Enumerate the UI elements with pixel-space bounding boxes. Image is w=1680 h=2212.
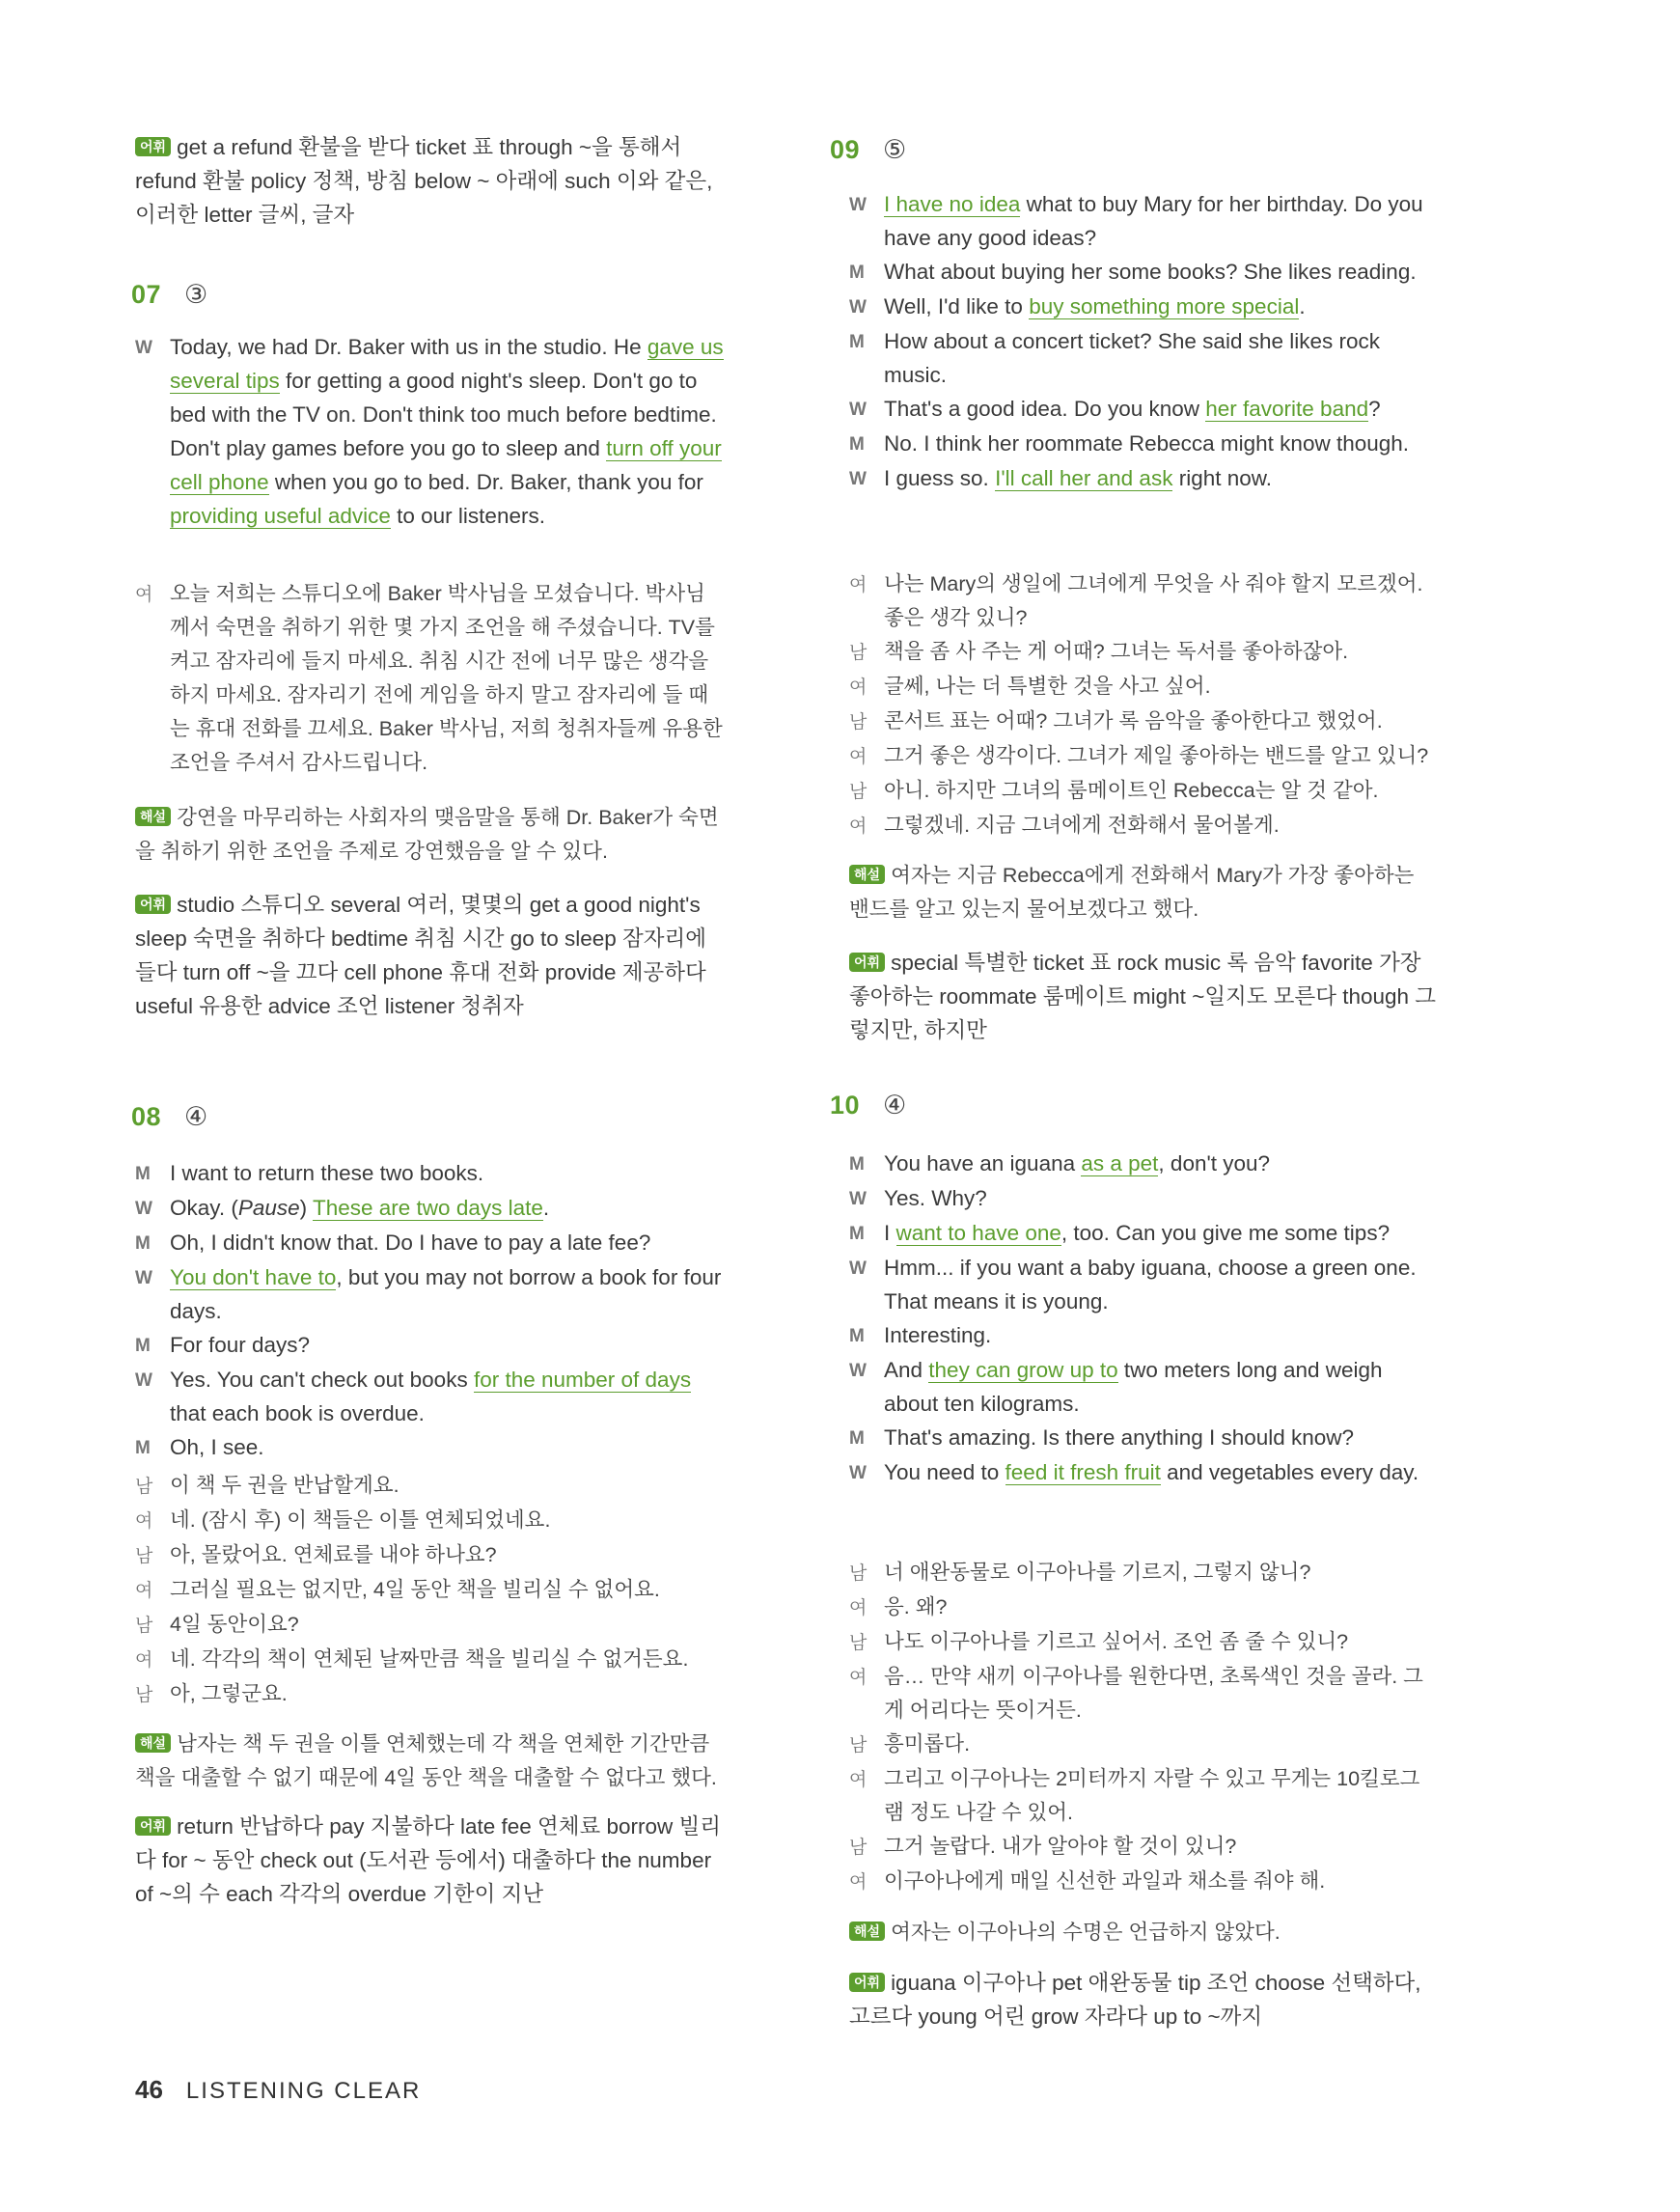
speaker-label: 남 [135,1477,153,1497]
question-07-vocab [135,888,724,1023]
speaker-label: 남 [135,1685,153,1705]
speaker-label: 여 [135,1650,153,1671]
dialogue-line [849,255,1438,290]
question-08-script [135,1156,724,1465]
speaker-label: 남 [849,1633,868,1653]
dialogue-line [135,1328,724,1363]
translation-line [135,1677,724,1712]
dialogue-line [849,1181,1438,1216]
script-text: , but you may not borrow a book for four days. [170,1265,722,1323]
speaker-label: 여 [135,1581,153,1601]
answer-choice: ⑤ [883,135,907,164]
script-text: Oh, I see. [170,1435,264,1459]
dialogue-line [135,1430,724,1465]
script-text: I want to return these two books. [170,1161,484,1185]
script-text: for getting a good night's sleep. Don't go to bed with the TV on. Don't think too much before bedtime. Don't play games before you go to sleep and [170,369,717,460]
vocab-tag: 어휘 [135,1816,171,1836]
dialogue-line [849,392,1438,427]
script-text: Interesting. [884,1323,992,1347]
translation-text: 흥미롭다. [884,1732,971,1756]
explain-tag: 해설 [135,1733,171,1753]
question-10-header [830,1091,906,1120]
question-09-header [830,135,906,165]
question-08-explanation [135,1728,724,1795]
blank-answer: as a pet [1081,1151,1159,1175]
speaker-label: 여 [849,1668,868,1688]
explain-text: 여자는 이구아나의 수명은 언급하지 않았다. [891,1921,1281,1944]
stage-direction: Pause [237,1196,300,1220]
speaker-label: W [849,469,867,489]
dialogue-line [849,1216,1438,1251]
dialogue-line [849,427,1438,461]
script-text: And [884,1358,929,1382]
script-text: Okay. ( [170,1196,238,1220]
script-text: Yes. You can't check out books [170,1368,474,1392]
script-text: . [1299,294,1306,318]
translation-line [135,1538,724,1573]
translation-line [849,635,1438,670]
question-07-translation [135,577,724,780]
question-10-explanation [849,1916,1438,1949]
script-text: Well, I'd like to [884,294,1030,318]
dialogue-line [849,187,1438,255]
speaker-label: M [135,1438,151,1458]
translation-line [135,1469,724,1504]
translation-text: 그거 놀랍다. 내가 알아야 할 것이 있니? [884,1835,1237,1858]
script-text: Hmm... if you want a baby iguana, choose a green one. That means it is young. [884,1256,1417,1313]
speaker-label: W [849,297,867,318]
translation-line [849,705,1438,739]
translation-text: 그렇겠네. 지금 그녀에게 전화해서 물어볼게. [884,814,1280,837]
speaker-label: W [849,1361,867,1381]
script-text: That's amazing. Is there anything I should know? [884,1425,1355,1450]
question-09-translation [849,567,1438,843]
speaker-label: M [849,1224,865,1244]
speaker-label: 남 [849,712,868,733]
explain-text: 남자는 책 두 권을 이틀 연체했는데 각 책을 연체한 기간만큼 책을 대출할 수 없기 때문에 4일 동안 책을 대출할 수 없다고 했다. [135,1732,717,1789]
translation-line [849,1556,1438,1590]
blank-answer: her favorite band [1205,397,1369,421]
speaker-label: 여 [849,1770,868,1790]
speaker-label: W [849,1189,867,1209]
script-text: two meters long and weigh about ten kilograms. [884,1358,1383,1416]
script-text: Oh, I didn't know that. Do I have to pay a late fee? [170,1230,651,1255]
page-footer [135,2075,421,2105]
dialogue-line [849,1353,1438,1421]
translation-text: 네. 각각의 책이 연체된 날짜만큼 책을 빌리실 수 없거든요. [170,1647,689,1671]
script-text: when you go to bed. Dr. Baker, thank you for [268,470,703,494]
blank-answer: I have no idea [884,192,1021,216]
question-09-script [849,187,1438,496]
dialogue-line [135,330,724,533]
dialogue-line [135,1226,724,1260]
translation-line [849,809,1438,843]
question-07-header [131,280,207,310]
translation-text: 아, 그렇군요. [170,1682,288,1705]
blank-answer: These are two days late [313,1196,543,1220]
speaker-label: W [849,1463,867,1483]
speaker-label: W [135,1199,152,1219]
speaker-label: M [849,1326,865,1346]
speaker-label: M [849,434,865,455]
speaker-label: W [135,1370,152,1391]
dialogue-line [849,461,1438,496]
blank-answer: want to have one [895,1221,1061,1245]
blank-answer: I'll call her and ask [995,466,1173,490]
speaker-label: W [135,338,152,358]
speaker-label: 남 [849,1563,868,1584]
question-07-explanation [135,801,724,869]
translation-line [849,1865,1438,1899]
translation-text: 아니. 하지만 그녀의 룸메이트인 Rebecca는 알 것 같아. [884,779,1379,802]
translation-line [849,1625,1438,1660]
speaker-label: 남 [849,782,868,802]
question-number: 09 [830,135,861,164]
script-text: Today, we had Dr. Baker with us in the studio. He [170,335,647,359]
speaker-label: M [849,332,865,352]
speaker-label: 여 [849,677,868,698]
translation-text: 이 책 두 권을 반납할게요. [170,1474,399,1497]
translation-text: 네. (잠시 후) 이 책들은 이틀 연체되었네요. [170,1508,551,1532]
speaker-label: 여 [135,1511,153,1532]
dialogue-line [135,1260,724,1328]
question-08-header [131,1102,207,1132]
speaker-label: M [849,1154,865,1175]
script-text: right now. [1172,466,1273,490]
explain-tag: 해설 [849,1922,885,1941]
translation-text: 나도 이구아나를 기르고 싶어서. 조언 좀 줄 수 있니? [884,1630,1349,1653]
blank-answer: You don't have to [170,1265,337,1289]
translation-line [849,1762,1438,1830]
book-title: LISTENING CLEAR [185,2078,422,2104]
answer-choice: ④ [883,1091,907,1120]
script-text: You have an iguana [884,1151,1082,1175]
translation-text: 오늘 저희는 스튜디오에 Baker 박사님을 모셨습니다. 박사님께서 숙면을 취하기 위한 몇 가지 조언을 해 주셨습니다. TV를 켜고 잠자리에 들지 마세요. 취침 시간 전에 너무 많은 생각을 하지 마세요. 잠자리기 전에 게임을 하지 말고 잠자리에 들 때는 휴대 전화를 끄세요. Baker 박사님, 저희 청취자들께 유용한 조언을 주셔서 감사드립니다. [170,582,723,774]
translation-line [135,1643,724,1677]
question-09-vocab [849,946,1438,1047]
script-text: . [542,1196,550,1220]
page-number: 46 [135,2075,163,2104]
question-number: 10 [830,1091,861,1120]
vocab-text: return 반납하다 pay 지불하다 late fee 연체료 borrow 빌리다 for ~ 동안 check out (도서관 등에서) 대출하다 the number of ~의 수 each 각각의 overdue 기한이 지난 [135,1814,722,1906]
blank-answer: feed it fresh fruit [1005,1460,1161,1484]
dialogue-line [849,290,1438,324]
vocab-06 [135,130,724,232]
translation-line [849,567,1438,635]
script-text: that each book is overdue. [170,1401,425,1425]
question-08-vocab [135,1810,724,1911]
vocab-text: iguana 이구아나 pet 애완동물 tip 조언 choose 선택하다, 고르다 young 어린 grow 자라다 up to ~까지 [849,1971,1421,2029]
dialogue-line [849,324,1438,392]
translation-line [849,670,1438,705]
speaker-label: 여 [135,585,153,605]
translation-text: 음… 만약 새끼 이구아나를 원한다면, 초록색인 것을 골라. 그게 어리다는 뜻이거든. [884,1665,1423,1722]
explain-tag: 해설 [849,865,885,884]
script-text: what to buy Mary for her birthday. Do you have any good ideas? [884,192,1423,250]
blank-answer: they can grow up to [928,1358,1118,1382]
translation-line [849,1590,1438,1625]
script-text: ? [1368,397,1381,421]
explain-text: 강연을 마무리하는 사회자의 맺음말을 통해 Dr. Baker가 숙면을 취하기 위한 조언을 주제로 강연했음을 알 수 있다. [135,806,719,863]
vocab-text: get a refund 환불을 받다 ticket 표 through ~을 통해서 refund 환불 policy 정책, 방침 below ~ 아래에 such 이와 같은, 이러한 letter 글씨, 글자 [135,135,713,227]
speaker-label: 여 [849,1872,868,1893]
blank-answer: turn off your cell phone [170,436,722,494]
script-text: For four days? [170,1333,311,1357]
script-text: What about buying her some books? She likes reading. [884,260,1417,284]
translation-line [849,1728,1438,1762]
speaker-label: M [849,263,865,283]
translation-text: 글쎄, 나는 더 특별한 것을 사고 싶어. [884,675,1211,698]
speaker-label: 남 [849,643,868,663]
translation-text: 아, 몰랐어요. 연체료를 내야 하나요? [170,1543,497,1566]
question-number: 08 [131,1102,162,1131]
script-text: Yes. Why? [884,1186,987,1210]
speaker-label: 남 [135,1616,153,1636]
translation-line [135,1504,724,1538]
translation-text: 그거 좋은 생각이다. 그녀가 제일 좋아하는 밴드를 알고 있니? [884,744,1429,767]
dialogue-line [135,1191,724,1226]
vocab-tag: 어휘 [849,953,885,972]
vocab-tag: 어휘 [135,895,171,914]
vocab-tag: 어휘 [849,1973,885,1992]
script-text: and vegetables every day. [1160,1460,1419,1484]
script-text: That's a good idea. Do you know [884,397,1206,421]
dialogue-line [849,1421,1438,1455]
answer-choice: ④ [184,1102,208,1131]
script-text: to our listeners. [390,504,545,528]
speaker-label: 여 [849,575,868,595]
speaker-label: 여 [849,1598,868,1618]
translation-line [849,739,1438,774]
translation-text: 응. 왜? [884,1595,948,1618]
script-text: I [884,1221,896,1245]
translation-line [849,1660,1438,1728]
question-10-vocab [849,1966,1438,2033]
answer-choice: ③ [184,280,208,309]
dialogue-line [849,1147,1438,1181]
translation-text: 책을 좀 사 주는 게 어때? 그녀는 독서를 좋아하잖아. [884,640,1349,663]
question-07-script [135,330,724,533]
script-text: How about a concert ticket? She said she likes rock music. [884,329,1381,387]
question-10-script [849,1147,1438,1490]
speaker-label: 남 [849,1838,868,1858]
script-text: , don't you? [1158,1151,1271,1175]
speaker-label: M [135,1336,151,1356]
dialogue-line [135,1363,724,1430]
translation-text: 너 애완동물로 이구아나를 기르지, 그렇지 않니? [884,1561,1311,1584]
speaker-label: W [135,1268,152,1288]
translation-line [849,774,1438,809]
script-text: No. I think her roommate Rebecca might know though. [884,431,1410,456]
dialogue-line [135,1156,724,1191]
speaker-label: M [849,1428,865,1449]
speaker-label: M [135,1164,151,1184]
translation-text: 이구아나에게 매일 신선한 과일과 채소를 줘야 해. [884,1869,1326,1893]
blank-answer: for the number of days [473,1368,692,1392]
speaker-label: W [849,1258,867,1279]
translation-line [135,1573,724,1608]
script-text: , too. Can you give me some tips? [1060,1221,1391,1245]
question-10-translation [849,1556,1438,1899]
translation-line [135,1608,724,1643]
speaker-label: W [849,400,867,420]
speaker-label: 남 [849,1735,868,1756]
blank-answer: providing useful advice [170,504,391,528]
question-09-explanation [849,859,1438,926]
dialogue-line [849,1251,1438,1318]
speaker-label: 남 [135,1546,153,1566]
translation-text: 그리고 이구아나는 2미터까지 자랄 수 있고 무게는 10킬로그램 정도 나갈 수 있어. [884,1767,1420,1824]
explain-text: 여자는 지금 Rebecca에게 전화해서 Mary가 가장 좋아하는 밴드를 알고 있는지 물어보겠다고 했다. [849,864,1415,921]
script-text: ) [299,1196,313,1220]
question-number: 07 [131,280,162,309]
translation-text: 그러실 필요는 없지만, 4일 동안 책을 빌리실 수 없어요. [170,1578,660,1601]
speaker-label: 여 [849,747,868,767]
vocab-text: special 특별한 ticket 표 rock music 록 음악 favorite 가장 좋아하는 roommate 룸메이트 might ~일지도 모른다 though 그렇지만, 하지만 [849,951,1437,1042]
translation-text: 나는 Mary의 생일에 그녀에게 무엇을 사 줘야 할지 모르겠어. 좋은 생각 있니? [884,572,1423,629]
translation-text: 4일 동안이요? [170,1613,299,1636]
dialogue-line [849,1318,1438,1353]
vocab-tag: 어휘 [135,137,171,156]
question-08-translation [135,1469,724,1712]
blank-answer: buy something more special [1029,294,1300,318]
script-text: You need to [884,1460,1005,1484]
blank-answer: gave us several tips [170,335,724,393]
speaker-label: 여 [849,816,868,837]
explain-tag: 해설 [135,807,171,826]
translation-line [849,1830,1438,1865]
translation-text: 콘서트 표는 어때? 그녀가 록 음악을 좋아한다고 했었어. [884,709,1383,733]
dialogue-line [849,1455,1438,1490]
speaker-label: M [135,1233,151,1254]
vocab-text: studio 스튜디오 several 여러, 몇몇의 get a good night's sleep 숙면을 취하다 bedtime 취침 시간 go to sleep 잠자리에 들다 turn off ~을 끄다 cell phone 휴대 전화 provide 제공하다 useful 유용한 advice 조언 listener 청취자 [135,893,706,1018]
script-text: I guess so. [884,466,996,490]
speaker-label: W [849,195,867,215]
